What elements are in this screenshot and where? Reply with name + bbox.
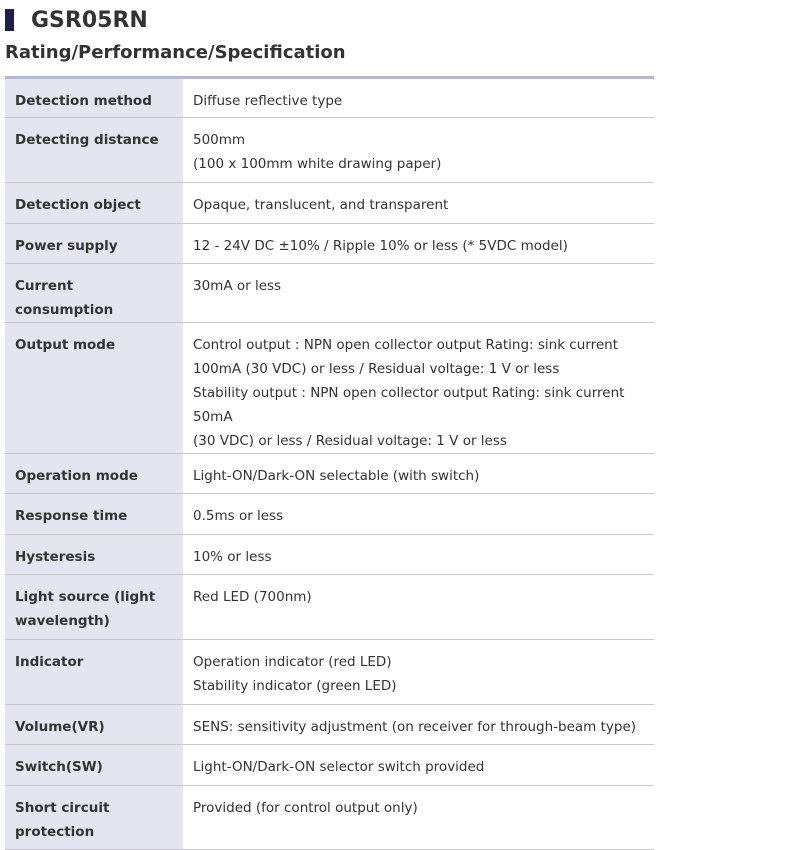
spec-row (5, 640, 654, 705)
spec-label: Output mode (5, 323, 183, 454)
spec-value-line: Stability output : NPN open collector output Rating: sink current 50mA (193, 385, 625, 425)
spec-row (5, 454, 654, 494)
spec-label: Detecting distance (5, 118, 183, 183)
spec-label: Operation mode (5, 454, 183, 494)
spec-value-line: (100 x 100mm white drawing paper) (193, 156, 442, 172)
page-title: GSR05RN (31, 7, 148, 33)
spec-row (5, 78, 654, 118)
spec-value-line: 500mm (193, 132, 246, 148)
spec-value-line: Red LED (700nm) (193, 589, 312, 605)
spec-value-line: Provided (for control output only) (193, 800, 418, 816)
spec-value (183, 705, 654, 745)
spec-row (5, 575, 654, 640)
spec-value-line: Stability indicator (green LED) (193, 678, 397, 694)
title-accent-bar (5, 9, 14, 31)
spec-value (183, 264, 654, 323)
spec-value (183, 224, 654, 264)
spec-value (183, 454, 654, 494)
spec-row (5, 224, 654, 264)
spec-value-line: 10% or less (193, 549, 272, 565)
spec-row (5, 494, 654, 535)
spec-label: Switch(SW) (5, 745, 183, 786)
spec-label: Short circuit protection (5, 786, 183, 850)
spec-row (5, 745, 654, 786)
spec-value (183, 183, 654, 224)
page-title-block (5, 4, 148, 36)
spec-row (5, 535, 654, 575)
spec-label: Volume(VR) (5, 705, 183, 745)
spec-value-line: (30 VDC) or less / Residual voltage: 1 V or less (193, 433, 507, 449)
spec-value (183, 78, 654, 118)
spec-value (183, 745, 654, 786)
spec-table-body (5, 78, 654, 850)
spec-value-line: Opaque, translucent, and transparent (193, 197, 449, 213)
spec-label: Power supply (5, 224, 183, 264)
spec-value-line: 0.5ms or less (193, 508, 284, 524)
spec-row (5, 183, 654, 224)
section-heading: Rating/Performance/Specification (5, 42, 346, 63)
spec-label: Hysteresis (5, 535, 183, 575)
spec-value (183, 575, 654, 640)
spec-label: Light source (light wavelength) (5, 575, 183, 640)
spec-table (5, 76, 654, 850)
spec-value (183, 494, 654, 535)
spec-value (183, 118, 654, 183)
spec-value-line: Light-ON/Dark-ON selectable (with switch) (193, 468, 480, 484)
spec-value-line: 12 - 24V DC ±10% / Ripple 10% or less (* 5VDC model) (193, 238, 568, 254)
spec-value-line: Light-ON/Dark-ON selector switch provided (193, 759, 485, 775)
spec-label: Response time (5, 494, 183, 535)
spec-label: Detection method (5, 78, 183, 118)
spec-value (183, 323, 654, 454)
spec-label: Detection object (5, 183, 183, 224)
spec-value-line: SENS: sensitivity adjustment (on receiver for through-beam type) (193, 719, 637, 735)
spec-row (5, 118, 654, 183)
spec-row (5, 323, 654, 454)
spec-value-line: Operation indicator (red LED) (193, 654, 392, 670)
spec-row (5, 786, 654, 850)
spec-value-line: Diffuse reflective type (193, 93, 343, 109)
spec-value-line: Control output : NPN open collector output Rating: sink current (193, 337, 618, 353)
spec-value-line: 100mA (30 VDC) or less / Residual voltage: 1 V or less (193, 361, 560, 377)
spec-row (5, 264, 654, 323)
spec-value (183, 535, 654, 575)
spec-value (183, 640, 654, 705)
spec-value (183, 786, 654, 850)
spec-value-line: 30mA or less (193, 278, 282, 294)
spec-label: Indicator (5, 640, 183, 705)
spec-row (5, 705, 654, 745)
spec-label: Current consumption (5, 264, 183, 323)
